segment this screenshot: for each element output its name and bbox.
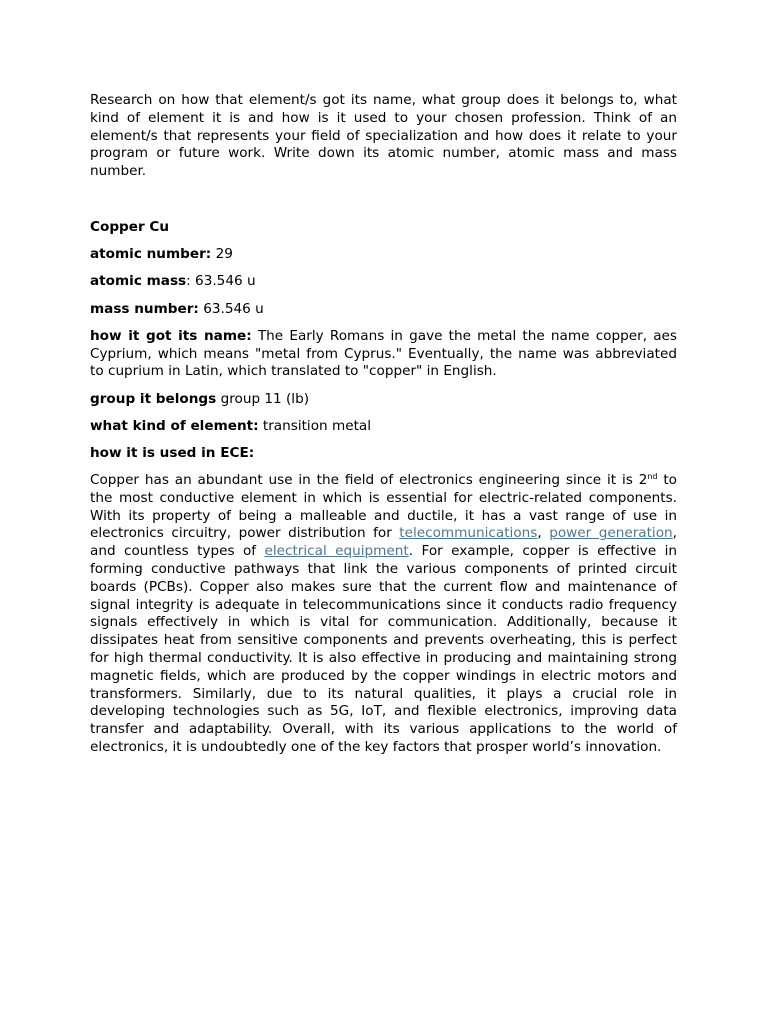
name-origin [90, 328, 677, 381]
atomic-number [90, 246, 677, 264]
ordinal-superscript: nd [647, 472, 658, 482]
element-kind-label: what kind of element: [90, 417, 259, 434]
element-kind [90, 418, 677, 436]
atomic-number-label: atomic number: [90, 246, 212, 263]
name-origin-value: The Early Romans in gave the metal the name copper, aes Cyprium, which means "metal from Cyprus." Eventually, the name was abbreviated to cuprium in Latin, which translated to "copper" in English. [90, 327, 677, 380]
usage-paragraph: Copper has an abundant use in the field of electronics engineering since it is 2nd to the most conductive element in which is essential for electric-related components. With its property of being a malleable and ductile, it has a vast range of use in electronics circuitry, power distribution for telecommunications, power generation, and countless types of electrical equipment. For example, copper is effective in forming conductive pathways that link the various components of printed circuit boards (PCBs). Copper also makes sure that the current flow and maintenance of signal integrity is adequate in telecommunications since it conducts radio frequency signals effectively in which is vital for communication. Additionally, because it dissipates heat from sensitive components and prevents overheating, this is perfect for high thermal conductivity. It is also effective in producing and maintaining strong magnetic fields, which are produced by the copper windings in electric motors and transformers. Similarly, due to its natural qualities, it plays a crucial role in developing technologies such as 5G, IoT, and flexible electronics, improving data transfer and adaptability. Overall, with its various applications to the world of electronics, it is undoubtedly one of the key factors that prosper world’s innovation. [90, 472, 677, 756]
atomic-number-value: 29 [211, 246, 233, 263]
group [90, 391, 677, 409]
mass-number-value: 63.546 u [198, 300, 264, 317]
atomic-mass-value: : 63.546 u [186, 273, 256, 290]
group-label: group it belongs [90, 390, 217, 407]
element-kind-value: transition metal [258, 417, 372, 434]
group-value: group 11 (lb) [216, 390, 310, 407]
document-body [90, 92, 677, 757]
electrical-equipment-link[interactable]: electrical equipment [264, 543, 409, 560]
usage-heading: how it is used in ECE: [90, 444, 255, 461]
power-generation-link[interactable]: power generation [549, 525, 673, 542]
name-origin-label: how it got its name: [90, 327, 252, 344]
mass-number-label: mass number: [90, 300, 199, 317]
element-heading: Copper Cu [90, 218, 170, 235]
telecommunications-link[interactable]: telecommunications [399, 525, 538, 542]
intro-paragraph: Research on how that element/s got its name, what group does it belongs to, what kind of element it is and how is it used to your chosen profession. Think of an element/s that represents your field of specialization and how does it relate to your program or future work. Write down its atomic number, atomic mass and mass number. [90, 92, 677, 180]
atomic-mass [90, 273, 677, 291]
atomic-mass-label: atomic mass [90, 273, 187, 290]
mass-number [90, 301, 677, 319]
